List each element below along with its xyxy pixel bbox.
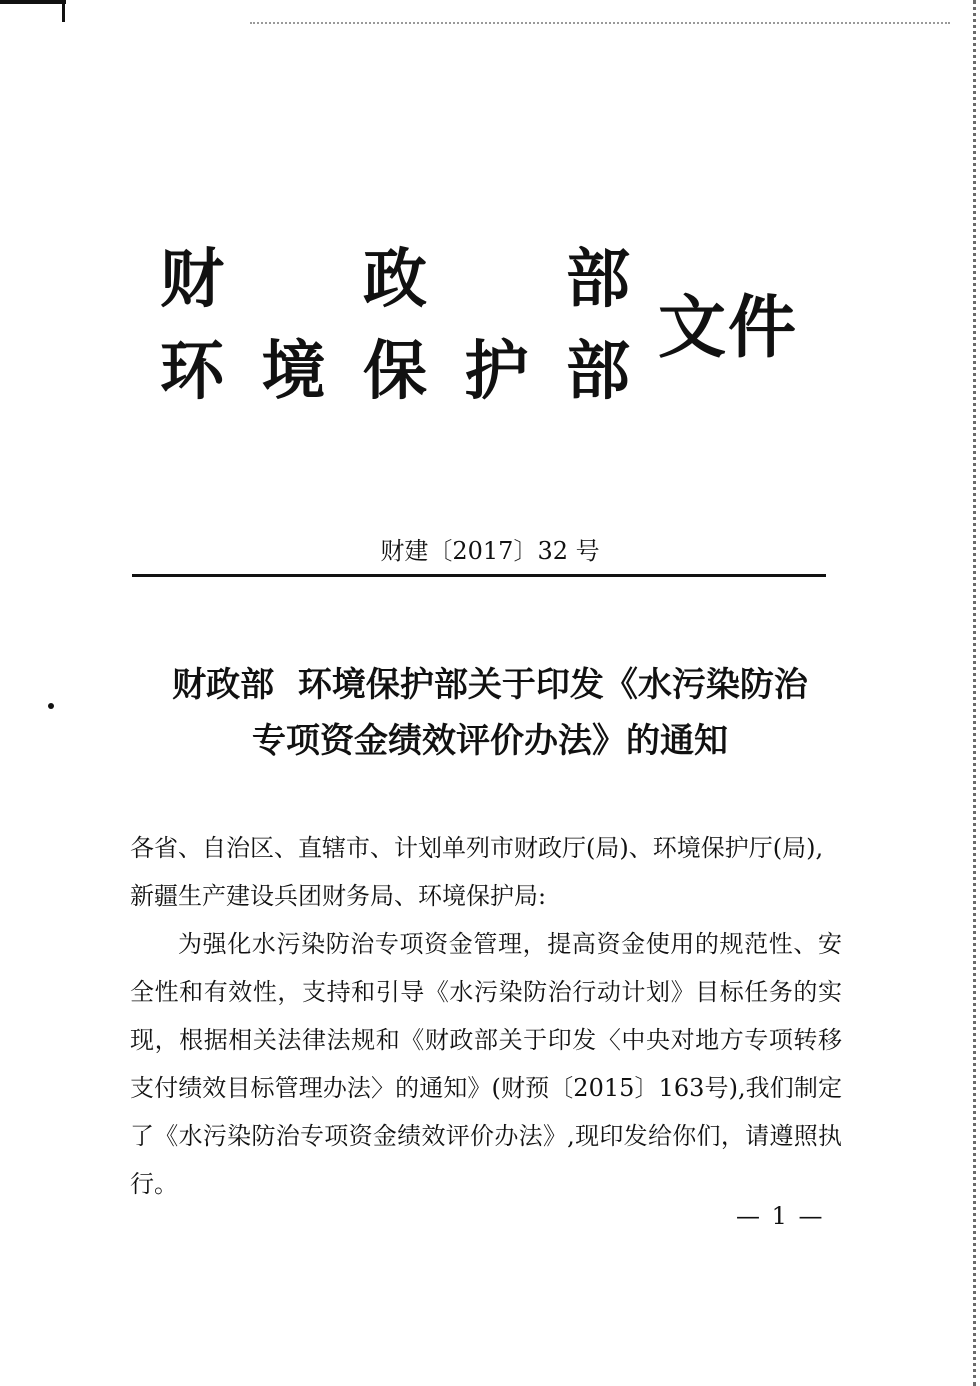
separator-rule	[132, 574, 826, 577]
addressee-line-1: 各省、自治区、直辖市、计划单列市财政厅(局)、环境保护厅(局),	[130, 834, 824, 862]
issuer-char: 财	[160, 242, 224, 317]
scan-corner-mark	[0, 0, 66, 4]
page-number: — 1 —	[736, 1202, 825, 1230]
issuer-char: 护	[464, 334, 529, 409]
issuer-char: 环	[160, 334, 224, 409]
issuer-row-environment	[160, 336, 630, 408]
document-number: 财建〔2017〕32 号	[380, 537, 600, 565]
issuer-char: 部	[566, 334, 630, 409]
issuer-row-finance	[160, 244, 630, 316]
body-paragraph: 为强化水污染防治专项资金管理，提高资金使用的规范性、安全性和有效性，支持和引导《水污染防治行动计划》目标任务的实现，根据相关法律法规和《财政部关于印发〈中央对地方专项转移支付绩效目标管理办法〉的通知》(财预〔2015〕163号),我们制定了《水污染防治专项资金绩效评价办法》,现印发给你们，请遵照执行。	[130, 930, 842, 1198]
issuer-char: 保	[363, 334, 427, 409]
issuer-char: 部	[566, 242, 630, 317]
addressee-line-2: 新疆生产建设兵团财务局、环境保护局:	[130, 882, 547, 910]
issuer-char: 境	[261, 334, 326, 409]
body-paragraph-block	[130, 920, 842, 1208]
issuer-char: 政	[363, 242, 427, 317]
notice-title-line-2: 专项资金绩效评价办法》的通知	[252, 721, 728, 761]
notice-title-line-1: 财政部 环境保护部关于印发《水污染防治	[172, 665, 808, 705]
scan-corner-mark-vertical	[62, 0, 65, 22]
scan-artifact-top	[250, 22, 950, 24]
document-type-label: 文件	[658, 288, 799, 368]
addressee-block	[130, 824, 842, 920]
